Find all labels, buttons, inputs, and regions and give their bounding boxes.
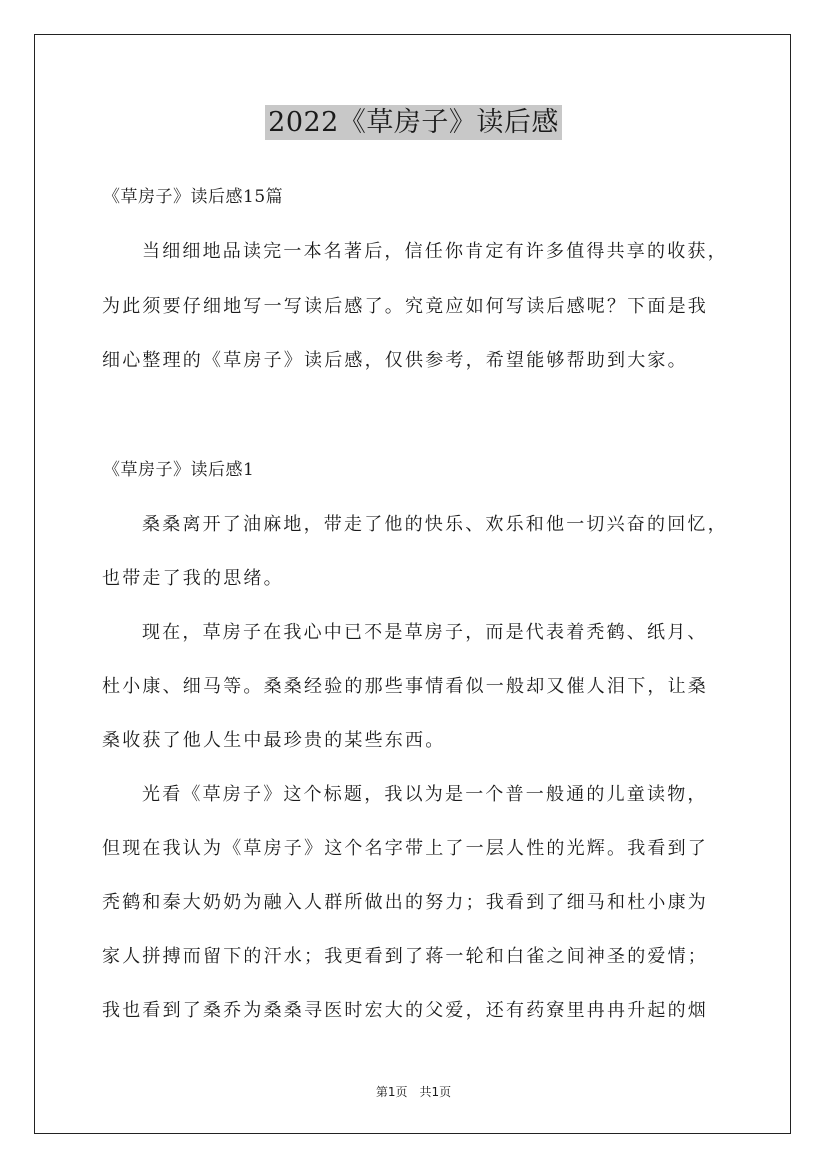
subtitle-essay-1: 《草房子》读后感1 xyxy=(103,460,255,480)
intro-line: 为此须要仔细地写一写读后感了。究竟应如何写读后感呢？下面是我 xyxy=(102,296,708,317)
body-line: 我也看到了桑乔为桑桑寻医时宏大的父爱，还有药寮里冉冉升起的烟 xyxy=(102,1000,708,1021)
document-title: 2022《草房子》读后感 xyxy=(265,105,562,140)
body-line: 光看《草房子》这个标题，我以为是一个普一般通的儿童读物， xyxy=(142,784,708,805)
intro-line: 当细细地品读完一本名著后，信任你肯定有许多值得共享的收获， xyxy=(142,241,728,262)
body-line: 也带走了我的思绪。 xyxy=(102,568,284,589)
body-line: 秃鹤和秦大奶奶为融入人群所做出的努力；我看到了细马和杜小康为 xyxy=(102,892,708,913)
body-line: 家人拼搏而留下的汗水；我更看到了蒋一轮和白雀之间神圣的爱情； xyxy=(102,946,708,967)
body-line: 桑桑离开了油麻地，带走了他的快乐、欢乐和他一切兴奋的回忆， xyxy=(142,514,728,535)
subtitle-collection: 《草房子》读后感15篇 xyxy=(103,187,284,207)
body-line: 现在，草房子在我心中已不是草房子，而是代表着秃鹤、纸月、 xyxy=(142,622,708,643)
body-line: 桑收获了他人生中最珍贵的某些东西。 xyxy=(102,730,446,751)
intro-line: 细心整理的《草房子》读后感，仅供参考，希望能够帮助到大家。 xyxy=(102,350,688,371)
page-footer: 第1页 共1页 xyxy=(375,1085,452,1099)
body-line: 但现在我认为《草房子》这个名字带上了一层人性的光辉。我看到了 xyxy=(102,838,708,859)
document-title-wrap xyxy=(0,100,827,139)
body-line: 杜小康、细马等。桑桑经验的那些事情看似一般却又催人泪下，让桑 xyxy=(102,676,708,697)
